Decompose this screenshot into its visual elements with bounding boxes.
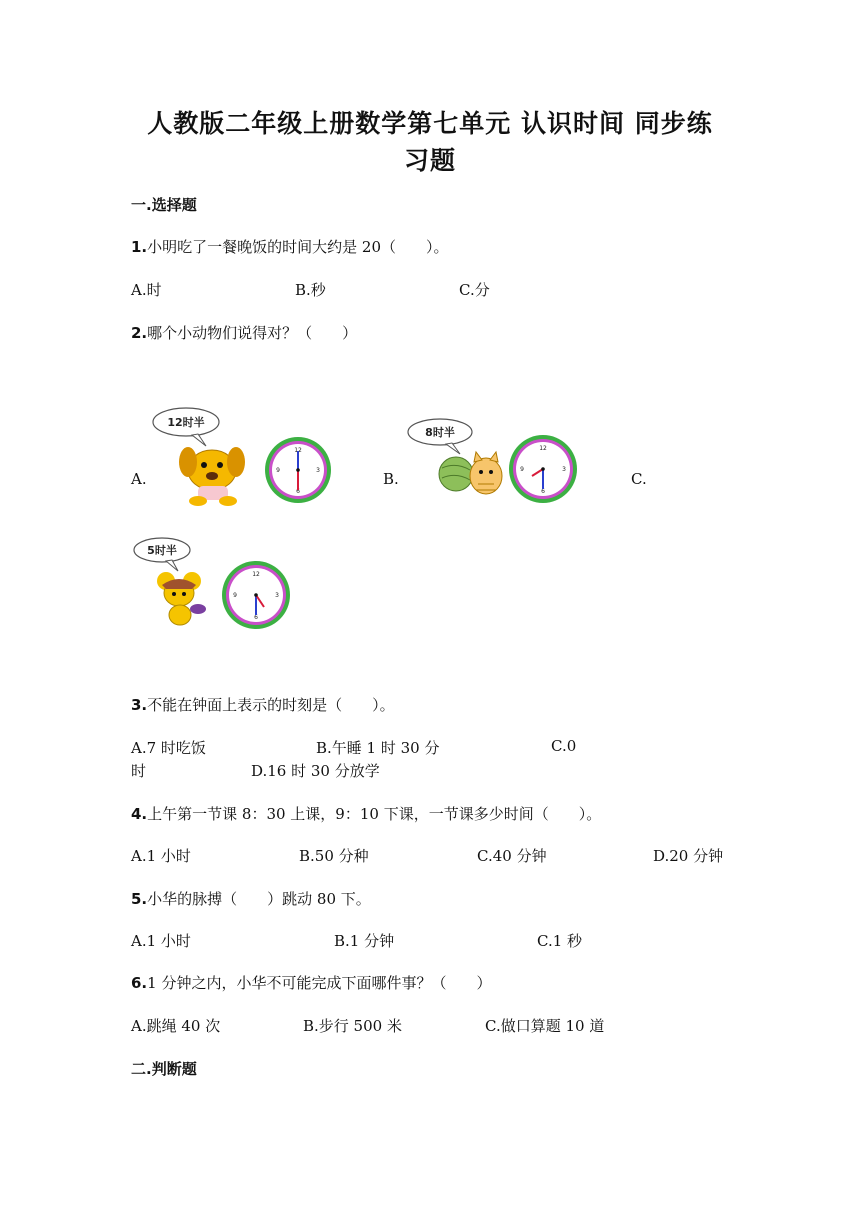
- question-text: 1 分钟之内，小华不可能完成下面哪件事？（ ）: [147, 974, 492, 992]
- question-number: 6.: [131, 974, 148, 992]
- svg-text:6: 6: [296, 488, 300, 495]
- option-b[interactable]: B.午睡 1 时 30 分: [316, 739, 440, 757]
- cat-icon: [439, 452, 502, 494]
- dog-icon: [179, 447, 245, 506]
- bubble-text-b: 8时半: [425, 426, 455, 439]
- question-1: [131, 236, 449, 257]
- page-title-line2: 习题: [403, 146, 456, 175]
- svg-text:6: 6: [254, 614, 258, 621]
- option-d[interactable]: D.16 时 30 分放学: [251, 762, 380, 780]
- section-heading-choice: 一.选择题: [131, 196, 197, 214]
- question-number: 1.: [131, 238, 148, 256]
- svg-text:9: 9: [276, 467, 280, 474]
- question-text: 上午第一节课 8：30 上课，9：10 下课，一节课多少时间（ ）。: [147, 805, 602, 823]
- question-number: 5.: [131, 890, 148, 908]
- clock-icon: [509, 435, 577, 503]
- question-text: 哪个小动物们说得对？（ ）: [147, 324, 358, 342]
- question-text: 小明吃了一餐晚饭的时间大约是 20（ ）。: [147, 238, 449, 256]
- option-c[interactable]: C.做口算题 10 道: [485, 1017, 605, 1035]
- option-a[interactable]: A.: [131, 470, 147, 488]
- option-a[interactable]: A.1 小时: [131, 847, 191, 865]
- option-d[interactable]: D.20 分钟: [653, 847, 724, 865]
- page-title-line1: 人教版二年级上册数学第七单元 认识时间 同步练: [147, 109, 713, 138]
- svg-text:9: 9: [233, 592, 237, 599]
- option-c-continued: 时: [131, 762, 147, 780]
- option-b[interactable]: B.1 分钟: [334, 932, 395, 950]
- clock-icon: [265, 437, 331, 503]
- mouse-clock-image: [132, 535, 302, 630]
- option-c[interactable]: C.1 秒: [537, 932, 583, 950]
- mouse-icon: [157, 572, 206, 625]
- option-c[interactable]: C.40 分钟: [477, 847, 547, 865]
- svg-text:9: 9: [520, 466, 524, 473]
- option-a[interactable]: A.跳绳 40 次: [131, 1017, 221, 1035]
- bubble-text-c: 5时半: [147, 544, 177, 557]
- question-3: [131, 694, 395, 715]
- dog-clock-image: [148, 404, 338, 508]
- svg-text:6: 6: [541, 488, 545, 495]
- option-a[interactable]: A.7 时吃饭: [131, 739, 206, 757]
- svg-text:12: 12: [252, 571, 260, 578]
- option-b[interactable]: B.步行 500 米: [303, 1017, 402, 1035]
- svg-text:3: 3: [275, 592, 279, 599]
- option-a[interactable]: A.1 小时: [131, 932, 191, 950]
- option-b[interactable]: B.秒: [295, 281, 326, 299]
- option-c[interactable]: C.: [631, 470, 647, 488]
- svg-text:3: 3: [316, 467, 320, 474]
- question-6: [131, 972, 491, 993]
- cat-clock-image: [404, 416, 584, 506]
- option-b[interactable]: B.: [383, 470, 399, 488]
- bubble-text-a: 12时半: [167, 416, 205, 429]
- option-c[interactable]: C.0: [551, 737, 577, 755]
- question-number: 4.: [131, 805, 148, 823]
- svg-text:3: 3: [562, 466, 566, 473]
- svg-text:12: 12: [294, 447, 302, 454]
- option-c[interactable]: C.分: [459, 281, 490, 299]
- question-text: 小华的脉搏（ ）跳动 80 下。: [147, 890, 371, 908]
- question-number: 3.: [131, 696, 148, 714]
- question-text: 不能在钟面上表示的时刻是（ ）。: [147, 696, 395, 714]
- question-2: [131, 322, 357, 343]
- option-b[interactable]: B.50 分种: [299, 847, 369, 865]
- option-a[interactable]: A.时: [131, 281, 162, 299]
- question-number: 2.: [131, 324, 148, 342]
- question-4: [131, 803, 601, 824]
- clock-icon: [222, 561, 290, 629]
- svg-text:12: 12: [539, 445, 547, 452]
- section-heading-judgement: 二.判断题: [131, 1060, 197, 1078]
- question-5: [131, 888, 371, 909]
